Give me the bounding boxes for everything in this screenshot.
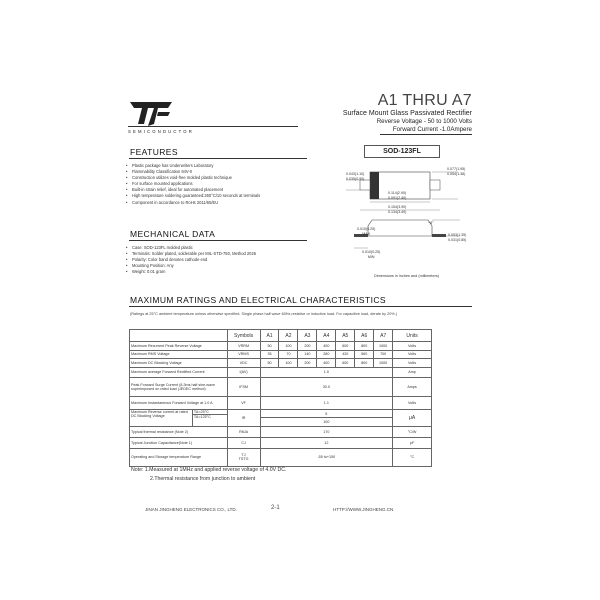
value-cell: 280 — [317, 350, 336, 359]
value-cell: 700 — [374, 350, 393, 359]
note-2: 2.Thermal resistance from junction to ambient — [150, 476, 256, 482]
mechanical-item: • Case: SOD-123FL molded plastic — [126, 245, 326, 251]
value-cell: 420 — [336, 350, 355, 359]
unit-cell: Amp — [393, 367, 432, 377]
dim-body-length — [388, 191, 406, 200]
dim-lead-thickness — [357, 227, 375, 236]
symbol-text: TJ — [241, 453, 246, 458]
mechanical-item: • Terminals: Solder plated, solderable per MIL-STD-750, Method 2026 — [126, 251, 326, 257]
header-cell: Symbols — [227, 330, 260, 342]
mechanical-list — [126, 245, 326, 275]
value-cell: 400 — [317, 342, 336, 351]
header-cell: A2 — [279, 330, 298, 342]
dim-lead-height — [346, 172, 364, 181]
header-rule-left — [128, 126, 298, 127]
value-cell: 1000 — [374, 359, 393, 368]
value-cell: 1.0 — [260, 367, 393, 377]
header-cell: A3 — [298, 330, 317, 342]
value-cell: 5 — [260, 409, 393, 418]
dim-text: 0.035(0.90) — [346, 176, 365, 181]
header-cell: A4 — [317, 330, 336, 342]
table-row — [130, 350, 432, 359]
value-cell: 30.0 — [260, 377, 393, 396]
feature-item: • Plastic package has Underwriters Laboratory — [126, 163, 326, 169]
dim-body-width — [447, 167, 465, 176]
value-cell: 600 — [336, 342, 355, 351]
symbol-cell: VRMS — [227, 350, 260, 359]
feature-item — [126, 200, 326, 206]
param-cell: Typical Junction Capacitance(Note 1) — [130, 437, 228, 448]
param-cell: Maximum RMS Voltage — [130, 350, 228, 359]
mechanical-rule — [129, 240, 307, 241]
symbol-cell — [227, 448, 260, 466]
dim-text: 0.114(2.90) — [388, 191, 407, 195]
header-rule-right — [380, 134, 472, 135]
symbol-cell: I(AV) — [227, 367, 260, 377]
mechanical-item: • Weight: 0.01 gram — [126, 269, 326, 275]
dim-text: MIN — [367, 254, 375, 259]
unit-cell: Volts — [393, 359, 432, 368]
symbol-cell: IR — [227, 409, 260, 426]
company-logo — [128, 100, 174, 128]
value-cell: 400 — [317, 359, 336, 368]
value-cell: 100 — [260, 418, 393, 427]
dimensions-caption: Dimensions in inches and (millimeters) — [374, 274, 439, 278]
value-cell: 12 — [260, 437, 393, 448]
product-description: Surface Mount Glass Passivated Rectifier — [342, 110, 472, 117]
param-cell: Typical thermal resistance (Note 2) — [130, 426, 228, 437]
feature-item: • Built-in strain relief, ideal for automated placement — [126, 187, 326, 193]
ratings-note: (Ratings at 25°C ambient temperature unless otherwise specified. Single phase half wave 60Hz,resistive or inductive load. For capacitive load, derate by 20%.) — [130, 312, 398, 316]
ratings-rule — [129, 306, 472, 307]
header-cell: A5 — [336, 330, 355, 342]
footer-company: JINAN JINGHENG ELECTRONICS CO., LTD. — [145, 507, 237, 512]
table-row — [130, 426, 432, 437]
value-cell: 35 — [260, 350, 279, 359]
value-cell: 200 — [298, 342, 317, 351]
features-title: FEATURES — [130, 147, 178, 157]
mechanical-item: • Polarity: Color band denotes cathode end — [126, 257, 326, 263]
symbol-text: TSTG — [238, 457, 249, 462]
dim-text: 0.043(1.10) — [346, 172, 365, 176]
condition-text: TA=125°C — [193, 414, 211, 419]
dim-text: 0.134(3.40) — [388, 209, 407, 214]
value-cell: 1.1 — [260, 396, 393, 409]
unit-cell: Volts — [393, 342, 432, 351]
condition-text: TA=25°C — [193, 410, 227, 415]
dim-angle: ~8° — [428, 221, 434, 225]
unit-cell: °C — [393, 448, 432, 466]
document-title: A1 THRU A7 — [377, 92, 472, 109]
symbol-cell: IFSM — [227, 377, 260, 396]
ratings-table — [129, 329, 432, 467]
header-cell — [130, 330, 228, 342]
unit-cell: μA — [393, 409, 432, 426]
table-row — [130, 437, 432, 448]
note-1: Note: 1.Measured at 1MHz and applied reverse voltage of 4.0V DC. — [131, 467, 287, 473]
param-text: Maximum Reverse current at rated DC Blocking Voltage — [130, 410, 193, 426]
param-cell: Maximum DC Blocking Voltage — [130, 359, 228, 368]
mechanical-item: • Mounting Position: Any — [126, 263, 326, 269]
symbol-cell: CJ — [227, 437, 260, 448]
symbol-cell: VDC — [227, 359, 260, 368]
unit-cell: °C/W — [393, 426, 432, 437]
value-cell: 800 — [355, 342, 374, 351]
dim-lead-length — [362, 250, 380, 259]
dim-text: MAX — [362, 231, 371, 236]
table-row — [130, 377, 432, 396]
unit-cell: pF — [393, 437, 432, 448]
feature-item-cont: Component in accordance to RoHs 2011/65/EU — [132, 199, 219, 205]
dim-text: 0.154(3.90) — [388, 205, 407, 209]
table-row — [130, 359, 432, 368]
feature-item-cont: Flammability Classification 94V-0 — [132, 169, 193, 175]
unit-cell: Volts — [393, 396, 432, 409]
symbol-cell: RθJA — [227, 426, 260, 437]
unit-cell: Amps — [393, 377, 432, 396]
param-cell: Maximum Instantaneous Forward Voltage at 1.0 A — [130, 396, 228, 409]
table-header-row — [130, 330, 432, 342]
param-cell: Maximum Recurrent Peak Reverse Voltage — [130, 342, 228, 351]
condition-group — [193, 410, 227, 426]
table-row — [130, 342, 432, 351]
value-cell: 70 — [279, 350, 298, 359]
feature-item: • High temperature soldering guaranteed:260°C/10 seconds at terminals — [126, 193, 326, 199]
footer-page-number: 2-1 — [271, 505, 280, 511]
table-row — [130, 448, 432, 466]
value-cell: 800 — [355, 359, 374, 368]
dim-text: 0.077(1.95) — [447, 167, 466, 171]
header-cell: A6 — [355, 330, 374, 342]
dim-text: 0.091(2.40) — [388, 195, 407, 200]
reverse-voltage-spec: Reverse Voltage - 50 to 1000 Volts — [376, 118, 472, 125]
dim-text: 0.031(0.85) — [448, 237, 467, 242]
footer-url[interactable]: HTTP://WWW.JINGHENG.CN — [333, 507, 394, 512]
features-list — [126, 163, 326, 206]
mechanical-title: MECHANICAL DATA — [130, 229, 216, 239]
dim-overall-length — [388, 205, 406, 214]
dim-package-height — [448, 233, 466, 242]
feature-item: • Construction utilizes void-free molded plastic technique — [126, 175, 326, 181]
value-cell: 200 — [298, 359, 317, 368]
value-cell: 170 — [260, 426, 393, 437]
package-name-box: SOD-123FL — [364, 145, 440, 158]
value-cell: 50 — [260, 342, 279, 351]
header-cell: A7 — [374, 330, 393, 342]
param-cell — [130, 409, 228, 426]
header-cell: A1 — [260, 330, 279, 342]
dim-text: 0.054(1.38) — [447, 171, 466, 176]
dim-text: 0.010(0.25) — [357, 227, 376, 231]
table-row — [130, 367, 432, 377]
feature-item: • For surface mounted applications — [126, 181, 326, 187]
header-cell: Units — [393, 330, 432, 342]
unit-cell: Volts — [393, 350, 432, 359]
value-cell: 100 — [279, 359, 298, 368]
value-cell: 50 — [260, 359, 279, 368]
features-rule — [129, 158, 307, 159]
param-cell: Peak Forward Surge Current (8.3ms half sine-wave superimposed on rated load (JEDEC method) — [130, 377, 228, 396]
symbol-cell: VRRM — [227, 342, 260, 351]
value-cell: 560 — [355, 350, 374, 359]
value-cell: 600 — [336, 359, 355, 368]
ratings-title: MAXIMUM RATINGS AND ELECTRICAL CHARACTERISTICS — [130, 295, 386, 305]
brand-subtitle: SEMICONDUCTOR — [128, 129, 194, 134]
table-row — [130, 396, 432, 409]
dim-text: 0.053(1.35) — [448, 233, 467, 237]
symbol-cell: VF — [227, 396, 260, 409]
value-cell: -55 to+150 — [260, 448, 393, 466]
table-row — [130, 409, 432, 418]
value-cell: 100 — [279, 342, 298, 351]
param-cell: Operating and Storage temperature Range — [130, 448, 228, 466]
forward-current-spec: Forward Current -1.0Ampere — [392, 126, 472, 133]
param-cell: Maximum average Forward Rectified Current — [130, 367, 228, 377]
value-cell: 1000 — [374, 342, 393, 351]
dim-text: 0.010(0.25) — [362, 250, 381, 254]
value-cell: 140 — [298, 350, 317, 359]
